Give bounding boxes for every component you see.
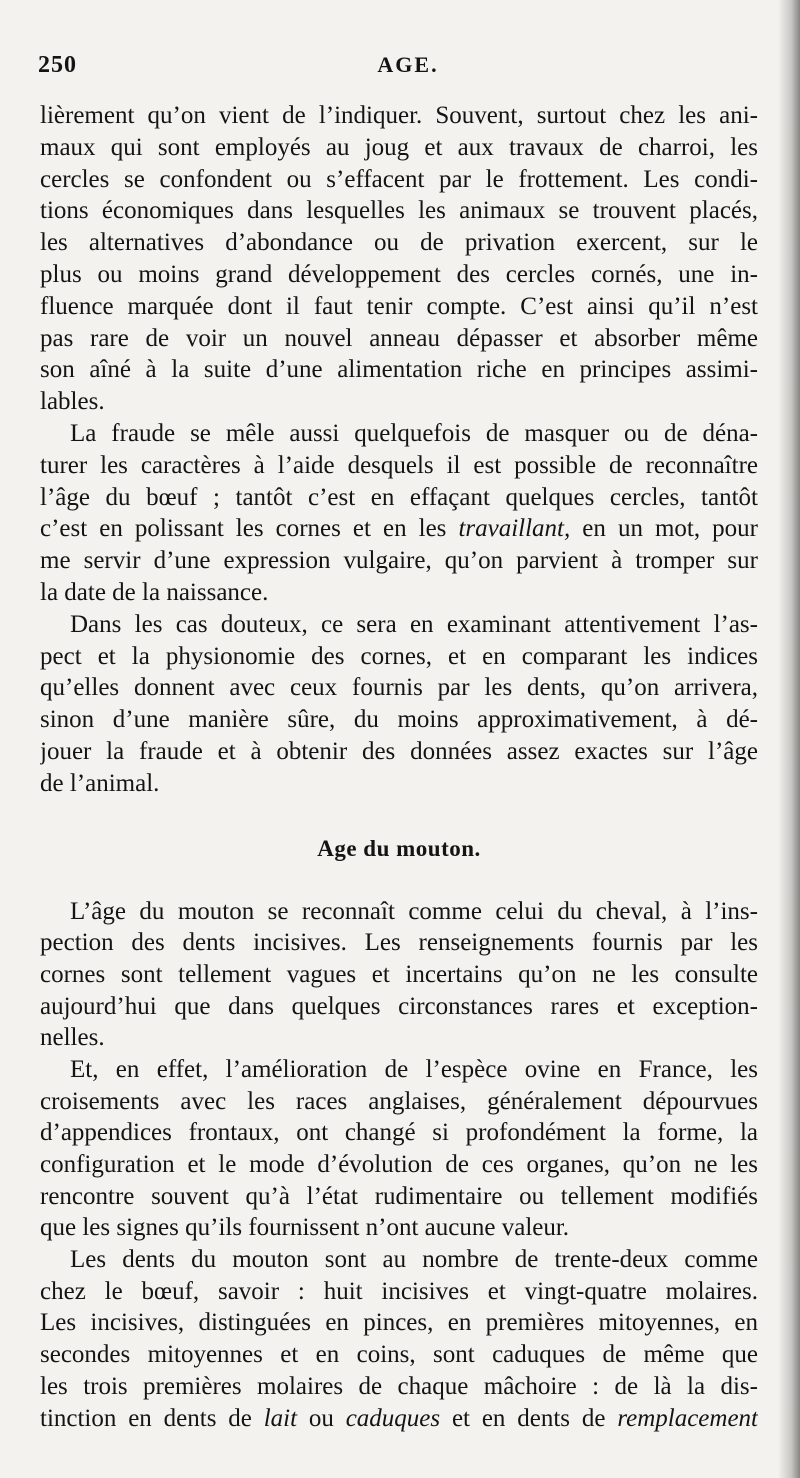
text-line	[40, 513, 758, 545]
text-line: configuration et le mode d’évolution de ces organes, qu’on ne les	[40, 1151, 758, 1179]
text-line: me servir d’une expression vulgaire, qu’on parvient à tromper sur	[40, 547, 758, 575]
section-heading: Age du mouton.	[317, 835, 481, 861]
text-line: nelles.	[40, 1024, 105, 1052]
text-line: cercles se confondent ou s’effacent par le frottement. Les condi-	[40, 165, 758, 193]
text-line: jouer la fraude et à obtenir des données assez exactes sur l’âge	[40, 737, 758, 765]
text-span: en un mot, pour	[570, 515, 758, 543]
paragraph-6	[40, 1244, 758, 1434]
paragraph-1	[40, 100, 758, 418]
text-span: c’est en polissant les cornes et en les	[40, 515, 459, 543]
text-line: Dans les cas douteux, ce sera en examinant attentivement l’as-	[70, 610, 758, 638]
text-line: l’âge du bœuf ; tantôt c’est en effaçant quelques cercles, tantôt	[40, 483, 758, 511]
text-line: Les incisives, distinguées en pinces, en premières mitoyennes, en	[40, 1309, 758, 1337]
text-line: fluence marquée dont il faut tenir compte. C’est ainsi qu’il n’est	[40, 292, 758, 320]
paragraph-4	[40, 896, 758, 1054]
page-body	[40, 100, 758, 1434]
text-line: Les dents du mouton sont au nombre de trente-deux comme	[70, 1246, 758, 1274]
paragraph-5	[40, 1054, 758, 1244]
text-line: pect et la physionomie des cornes, et en comparant les indices	[40, 642, 758, 670]
page-edge-shadow	[778, 0, 800, 1478]
lower-section	[40, 896, 758, 1435]
text-line: d’appendices frontaux, ont changé si profondément la forme, la	[40, 1119, 758, 1147]
text-line: chez le bœuf, savoir : huit incisives et vingt-quatre molaires.	[40, 1277, 758, 1305]
section-heading-block	[40, 800, 758, 896]
paragraph-3	[40, 609, 758, 800]
italic-word: caduques	[345, 1404, 441, 1432]
text-line: lables.	[40, 388, 105, 416]
page-number: 250	[38, 52, 77, 78]
text-line: plus ou moins grand développement des cercles cornés, une in-	[40, 260, 758, 288]
text-line: secondes mitoyennes et en coins, sont caduques de même que	[40, 1341, 758, 1369]
text-line: sinon d’une manière sûre, du moins approximativement, à dé-	[40, 706, 758, 734]
italic-word: lait	[263, 1404, 298, 1432]
text-span: tinction en dents de	[40, 1404, 264, 1432]
text-line: les trois premières molaires de chaque mâchoire : de là la dis-	[40, 1372, 758, 1400]
text-line: cornes sont tellement vagues et incertains qu’on ne les consulte	[40, 960, 758, 988]
page-header	[38, 52, 758, 86]
text-line: que les signes qu’ils fournissent n’ont aucune valeur.	[40, 1214, 570, 1242]
text-line: rencontre souvent qu’à l’état rudimentaire ou tellement modifiés	[40, 1182, 758, 1210]
text-line: croisements avec les races anglaises, généralement dépourvues	[40, 1087, 758, 1115]
text-line: La fraude se mêle aussi quelquefois de masquer ou de déna-	[70, 419, 758, 447]
text-line: son aîné à la suite d’une alimentation riche en principes assimi-	[40, 356, 758, 384]
text-line: aujourd’hui que dans quelques circonstances rares et exception-	[40, 992, 758, 1020]
text-line: turer les caractères à l’aide desquels il est possible de reconnaître	[40, 451, 758, 479]
italic-word: remplacement	[617, 1404, 758, 1432]
paragraph-2	[40, 418, 758, 609]
text-line: Et, en effet, l’amélioration de l’espèce ovine en France, les	[70, 1055, 758, 1083]
text-line: pection des dents incisives. Les renseignements fournis par les	[40, 929, 758, 957]
text-line: tions économiques dans lesquelles les animaux se trouvent placés,	[40, 197, 758, 225]
text-line: lièrement qu’on vient de l’indiquer. Souvent, surtout chez les ani-	[40, 102, 758, 129]
text-line: de l’animal.	[40, 769, 160, 797]
text-line: qu’elles donnent avec ceux fournis par les dents, qu’on arrivera,	[40, 674, 758, 702]
text-span: ou	[297, 1404, 346, 1432]
text-line: les alternatives d’abondance ou de privation exercent, sur le	[40, 229, 758, 257]
text-line: pas rare de voir un nouvel anneau dépasser et absorber même	[40, 324, 758, 352]
italic-word: travaillant,	[458, 515, 571, 543]
text-line: la date de la naissance.	[40, 578, 269, 606]
text-span: et en dents de	[440, 1404, 618, 1432]
text-line	[40, 1403, 758, 1435]
text-line: maux qui sont employés au joug et aux travaux de charroi, les	[40, 133, 758, 161]
text-line: L’âge du mouton se reconnaît comme celui du cheval, à l’ins-	[70, 897, 758, 925]
running-title: AGE.	[377, 52, 439, 77]
